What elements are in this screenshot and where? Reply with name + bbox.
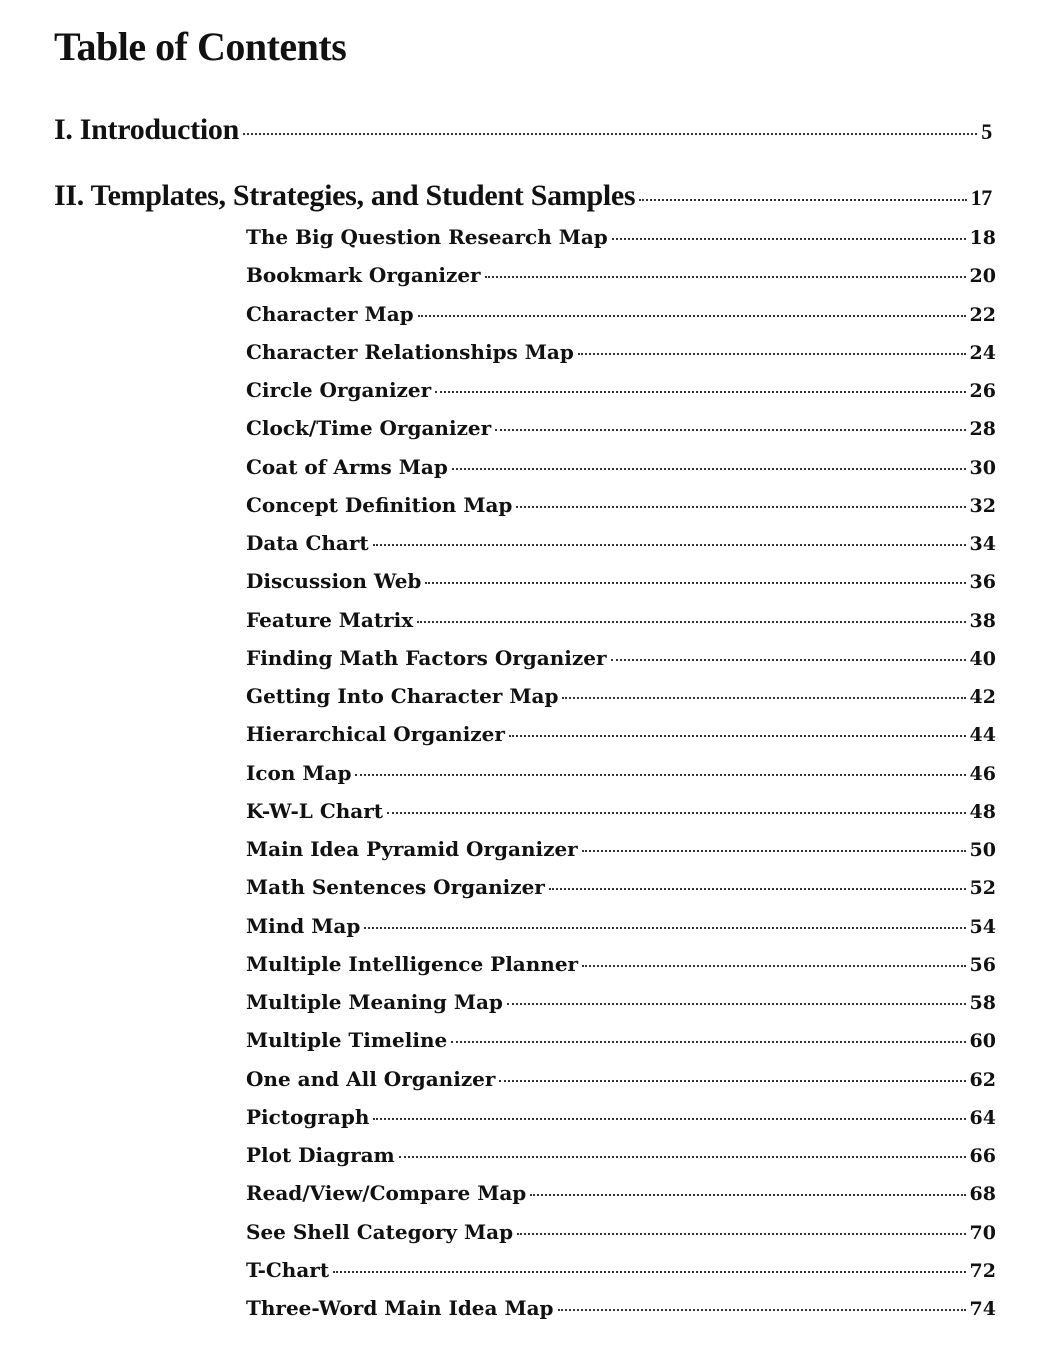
- toc-page-number: 64: [969, 1107, 996, 1129]
- dot-leader: [639, 199, 966, 201]
- toc-entry[interactable]: [246, 527, 996, 559]
- toc-entry[interactable]: [246, 1292, 996, 1324]
- dot-leader: [530, 1194, 965, 1196]
- toc-page-number: 30: [969, 457, 996, 479]
- toc-entry-label: Multiple Meaning Map: [246, 990, 503, 1014]
- toc-entry[interactable]: [246, 910, 996, 942]
- toc-section-label: I. Introduction: [54, 113, 239, 146]
- toc-entry-label: Feature Matrix: [246, 608, 414, 632]
- toc-entry[interactable]: [246, 642, 996, 674]
- dot-leader: [549, 888, 966, 890]
- toc-entry[interactable]: [246, 986, 996, 1018]
- toc-page-number: 56: [969, 954, 996, 976]
- toc-entry[interactable]: [246, 412, 996, 444]
- dot-leader: [611, 659, 966, 661]
- toc-entry-label: Getting Into Character Map: [246, 684, 559, 708]
- dot-leader: [499, 1080, 965, 1082]
- toc-entry-label: One and All Organizer: [246, 1067, 496, 1091]
- dot-leader: [373, 1118, 965, 1120]
- dot-leader: [509, 735, 966, 737]
- dot-leader: [516, 506, 965, 508]
- toc-entry-label: See Shell Category Map: [246, 1220, 514, 1244]
- toc-section-introduction[interactable]: [54, 110, 992, 150]
- toc-page-number: 70: [969, 1222, 996, 1244]
- toc-entry-label: Main Idea Pyramid Organizer: [246, 837, 578, 861]
- toc-entry-label: Character Map: [246, 302, 414, 326]
- dot-leader: [399, 1156, 966, 1158]
- toc-entry[interactable]: [246, 1101, 996, 1133]
- dot-leader: [387, 812, 966, 814]
- dot-leader: [418, 315, 966, 317]
- toc-entry[interactable]: [246, 1216, 996, 1248]
- dot-leader: [373, 544, 966, 546]
- dot-leader: [495, 429, 965, 431]
- toc-entry[interactable]: [246, 680, 996, 712]
- toc-entry-label: Bookmark Organizer: [246, 263, 481, 287]
- toc-page-number: 52: [969, 877, 996, 899]
- toc-entry[interactable]: [246, 565, 996, 597]
- toc-entry-label: Clock/Time Organizer: [246, 416, 492, 440]
- toc-entry-label: Math Sentences Organizer: [246, 875, 545, 899]
- toc-entry-label: Multiple Intelligence Planner: [246, 952, 579, 976]
- dot-leader: [517, 1233, 965, 1235]
- toc-entry-label: The Big Question Research Map: [246, 225, 608, 249]
- dot-leader: [452, 468, 966, 470]
- toc-entry-label: Data Chart: [246, 531, 369, 555]
- toc-entry[interactable]: [246, 259, 996, 291]
- toc-page-number: 48: [969, 801, 996, 823]
- toc-entry[interactable]: [246, 871, 996, 903]
- toc-page-number: 18: [969, 227, 996, 249]
- toc-entry-label: Finding Math Factors Organizer: [246, 646, 607, 670]
- page-title: Table of Contents: [54, 24, 347, 69]
- toc-page-number: 62: [969, 1069, 996, 1091]
- dot-leader: [355, 774, 965, 776]
- toc-entry[interactable]: [246, 604, 996, 636]
- toc-page-number: 54: [969, 916, 996, 938]
- dot-leader: [562, 697, 965, 699]
- toc-entry-label: Multiple Timeline: [246, 1028, 448, 1052]
- toc-entry[interactable]: [246, 1024, 996, 1056]
- toc-page-number: 28: [969, 418, 996, 440]
- toc-entry-label: Three-Word Main Idea Map: [246, 1296, 554, 1320]
- toc-page-number: 5: [981, 119, 992, 144]
- toc-entry[interactable]: [246, 718, 996, 750]
- toc-entry[interactable]: [246, 298, 996, 330]
- toc-page-number: 40: [969, 648, 996, 670]
- toc-entry[interactable]: [246, 374, 996, 406]
- toc-page-number: 34: [969, 533, 996, 555]
- dot-leader: [582, 965, 965, 967]
- toc-entry-label: Read/View/Compare Map: [246, 1181, 527, 1205]
- dot-leader: [364, 927, 965, 929]
- toc-page-number: 20: [969, 265, 996, 287]
- dot-leader: [582, 850, 966, 852]
- toc-entry-label: Discussion Web: [246, 569, 422, 593]
- toc-page-number: 72: [969, 1260, 996, 1282]
- toc-page-number: 58: [969, 992, 996, 1014]
- toc-entry-label: Character Relationships Map: [246, 340, 574, 364]
- toc-entry-label: Coat of Arms Map: [246, 455, 448, 479]
- dot-leader: [417, 621, 965, 623]
- toc-entry[interactable]: [246, 833, 996, 865]
- toc-page-number: 24: [969, 342, 996, 364]
- toc-page-number: 22: [969, 304, 996, 326]
- dot-leader: [425, 582, 965, 584]
- toc-entry[interactable]: [246, 757, 996, 789]
- toc-page-number: 60: [969, 1030, 996, 1052]
- toc-entry-label: Concept Definition Map: [246, 493, 513, 517]
- dot-leader: [507, 1003, 966, 1005]
- toc-page-number: 44: [969, 724, 996, 746]
- dot-leader: [485, 276, 966, 278]
- toc-entry-label: Mind Map: [246, 914, 361, 938]
- toc-entry-label: K-W-L Chart: [246, 799, 384, 823]
- toc-entry[interactable]: [246, 221, 996, 253]
- dot-leader: [578, 353, 966, 355]
- dot-leader: [243, 133, 977, 135]
- dot-leader: [333, 1271, 965, 1273]
- toc-page-number: 26: [969, 380, 996, 402]
- toc-entry-label: Plot Diagram: [246, 1143, 395, 1167]
- toc-entry-label: Icon Map: [246, 761, 352, 785]
- toc-page-number: 66: [969, 1145, 996, 1167]
- dot-leader: [435, 391, 965, 393]
- toc-entry[interactable]: [246, 795, 996, 827]
- dot-leader: [451, 1041, 965, 1043]
- toc-entry-label: Pictograph: [246, 1105, 370, 1129]
- toc-page-number: 46: [969, 763, 996, 785]
- toc-entry-label: Hierarchical Organizer: [246, 722, 505, 746]
- dot-leader: [558, 1309, 966, 1311]
- toc-entry-label: T-Chart: [246, 1258, 330, 1282]
- toc-page-number: 36: [969, 571, 996, 593]
- toc-entry[interactable]: [246, 1063, 996, 1095]
- toc-entry-label: Circle Organizer: [246, 378, 432, 402]
- dot-leader: [612, 238, 966, 240]
- toc-entry[interactable]: [246, 1139, 996, 1171]
- toc-page-number: 42: [969, 686, 996, 708]
- toc-section-label: II. Templates, Strategies, and Student Samples: [54, 179, 636, 212]
- toc-entry[interactable]: [246, 489, 996, 521]
- toc-entry[interactable]: [246, 948, 996, 980]
- toc-page-number: 50: [969, 839, 996, 861]
- toc-page-number: 38: [969, 610, 996, 632]
- toc-page-number: 32: [969, 495, 996, 517]
- toc-entry[interactable]: [246, 1177, 996, 1209]
- toc-entry[interactable]: [246, 1254, 996, 1286]
- toc-entry[interactable]: [246, 451, 996, 483]
- toc-section-templates[interactable]: [54, 176, 992, 216]
- toc-page-number: 68: [969, 1183, 996, 1205]
- toc-page-number: 74: [969, 1298, 996, 1320]
- toc-page-number: 17: [970, 185, 992, 210]
- toc-entry[interactable]: [246, 336, 996, 368]
